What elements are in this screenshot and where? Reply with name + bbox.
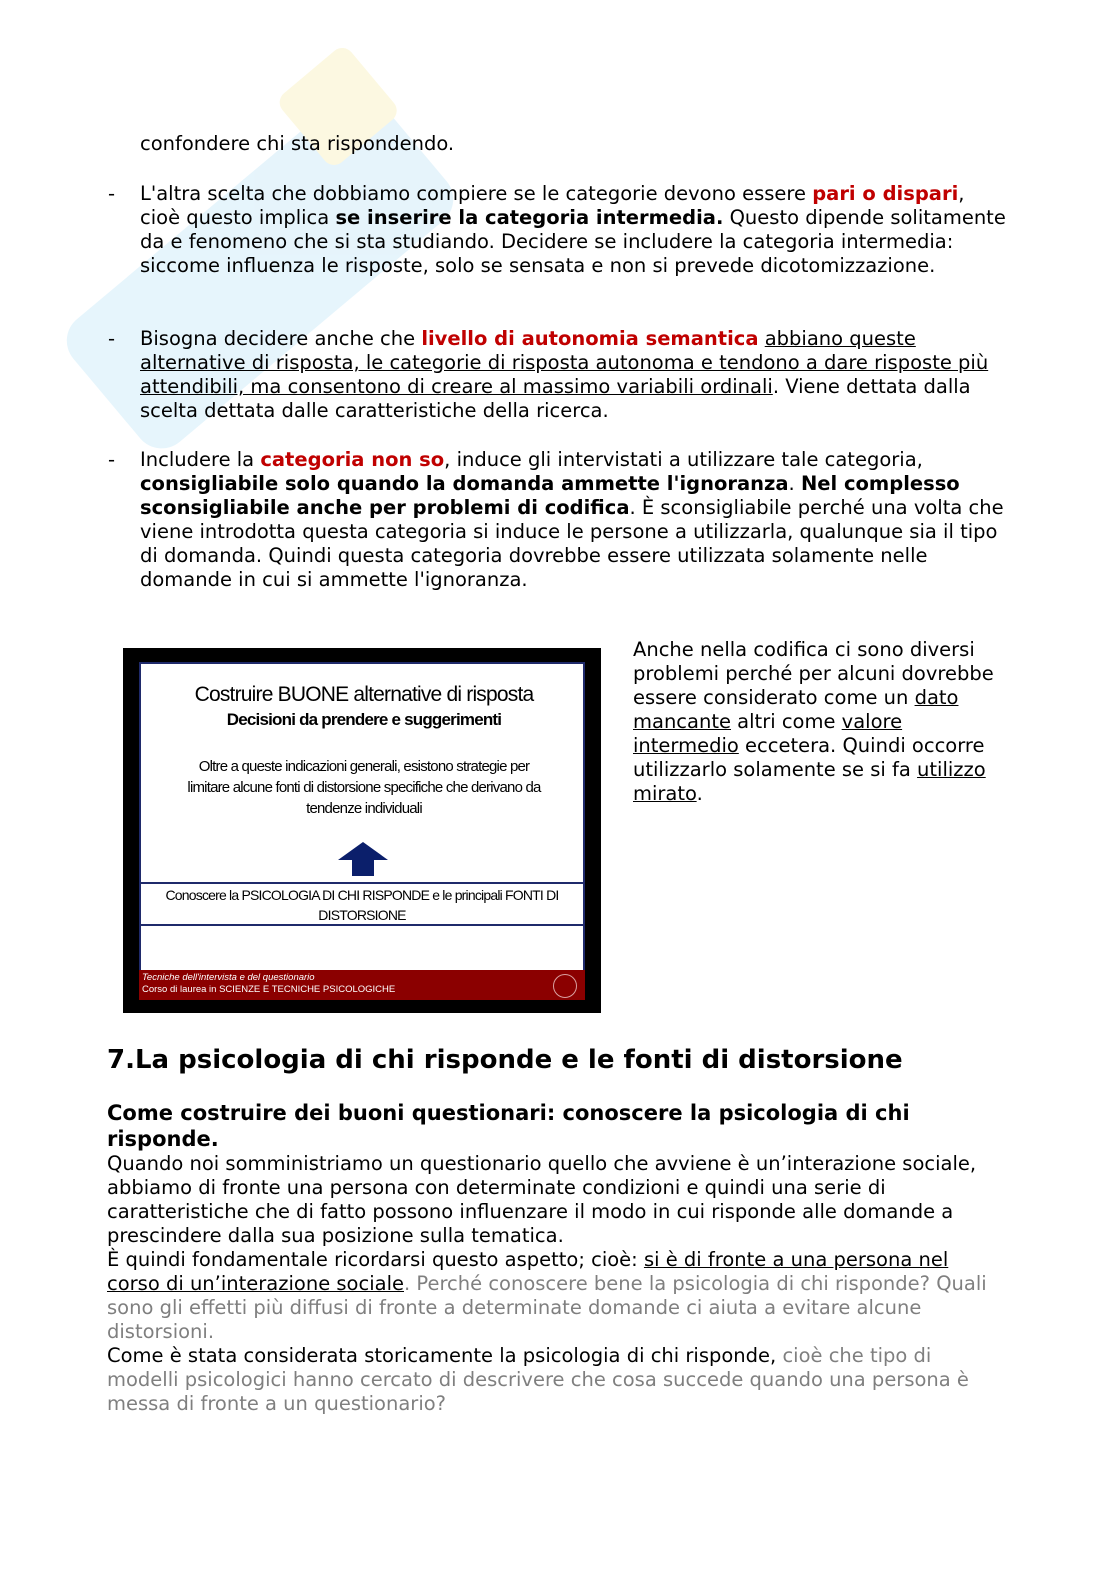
highlight-red: categoria non so xyxy=(260,448,445,471)
slide-image xyxy=(123,648,601,1013)
text-run: altri come xyxy=(730,710,842,733)
text-underline: utilizzo mirato xyxy=(633,758,986,805)
text-run: eccetera. Quindi occorre utilizzarlo solamente se si fa xyxy=(633,734,985,781)
bullet-dash: - xyxy=(108,182,116,205)
bullet-dash: - xyxy=(108,448,116,471)
university-seal-icon xyxy=(553,974,577,998)
slide-box: Conoscere la PSICOLOGIA DI CHI RISPONDE e le principali FONTI DI DISTORSIONE xyxy=(141,882,583,926)
text-run: Anche nella codifica ci sono diversi problemi perché per alcuni dovrebbe essere considerato come un xyxy=(633,638,994,709)
arrow-up-icon xyxy=(338,842,388,876)
bullet-text xyxy=(140,327,1008,423)
highlight-red: livello di autonomia semantica xyxy=(421,327,759,350)
text-run: Come è stata considerata storicamente la psicologia di chi risponde, xyxy=(107,1344,783,1367)
text-bold: Nel complesso sconsigliabile anche per problemi di codifica xyxy=(140,472,960,519)
section-heading: 7.La psicologia di chi risponde e le fonti di distorsione xyxy=(107,1045,903,1075)
text-underline: dato mancante xyxy=(633,686,959,733)
paragraph-1: Quando noi somministriamo un questionario quello che avviene è un’interazione sociale, abbiamo di fronte una persona con determinate condizioni e quindi una serie di caratteristiche che di fatto possono influenzare il modo in cui risponde alle domande a prescindere dalla sua posizione sulla tematica. xyxy=(107,1152,977,1247)
text-run: . xyxy=(696,782,703,805)
text-run: È quindi fondamentale ricordarsi questo aspetto; cioè: xyxy=(107,1248,644,1271)
text-underline: si è di fronte a una persona nel corso di un’interazione sociale xyxy=(107,1248,949,1295)
intro-line: confondere chi sta rispondendo. xyxy=(140,132,455,155)
bullet-autonomia xyxy=(108,327,1008,423)
text-bold: se inserire la categoria intermedia. xyxy=(335,206,724,229)
slide-content xyxy=(139,662,585,988)
text-run: . Viene dettata dalla scelta dettata dalle caratteristiche della ricerca. xyxy=(140,375,971,422)
sub-heading: Come costruire dei buoni questionari: conoscere la psicologia di chi risponde. xyxy=(107,1101,910,1151)
highlight-red: pari o dispari xyxy=(812,182,959,205)
slide-body: Oltre a queste indicazioni generali, esistono strategie per limitare alcune fonti di distorsione specifiche che derivano da tendenze individuali xyxy=(187,758,541,817)
paragraph-2 xyxy=(107,1248,1007,1344)
text-run: , induce gli intervistati a utilizzare tale categoria, xyxy=(444,448,923,471)
text-run: Questo dipende solitamente da e fenomeno che si sta studiando. Decidere se includere la categoria intermedia: siccome influenza le risposte, solo se sensata e non si prevede dicotomizzazione. xyxy=(140,206,1006,277)
body-paragraph xyxy=(107,1152,1007,1416)
bullet-dash: - xyxy=(108,327,116,350)
slide-footer xyxy=(139,970,585,1000)
bullet-text xyxy=(140,448,1008,592)
text-gray: . Perché conoscere bene la psicologia di chi risponde? Quali sono gli effetti più diffusi di fronte a determinate domande ci aiuta a evitare alcune distorsioni. xyxy=(107,1272,987,1343)
text-bold: consigliabile solo quando la domanda ammette l'ignoranza xyxy=(140,472,789,495)
bullet-text xyxy=(140,182,1008,278)
slide-subtitle: Decisioni da prendere e suggerimenti xyxy=(226,710,502,729)
bullet-non-so xyxy=(108,448,1008,592)
text-underline: abbiano queste alternative di risposta, le categorie di risposta autonoma e tendono a dare risposte più attendibili, ma consentono di creare al massimo variabili ordinali xyxy=(140,327,989,398)
paragraph-3 xyxy=(107,1344,1007,1416)
text-run: . xyxy=(788,472,801,495)
text-run: . È sconsigliabile perché una volta che viene introdotta questa categoria si induce le persone a utilizzarla, qualunque sia il tipo di domanda. Quindi questa categoria dovrebbe essere utilizzata solamente nelle domande in cui si ammette l'ignoranza. xyxy=(140,496,1004,591)
text-run: , cioè questo implica xyxy=(140,182,965,229)
slide-footer-line2: Corso di laurea in SCIENZE E TECNICHE PSICOLOGICHE xyxy=(142,984,396,995)
slide-footer-line1: Tecniche dell'intervista e del questionario xyxy=(142,972,315,983)
bullet-pari-dispari xyxy=(108,182,1008,278)
text-run: L'altra scelta che dobbiamo compiere se le categorie devono essere xyxy=(140,182,813,205)
text-run: Bisogna decidere anche che xyxy=(140,327,422,350)
text-underline: valore intermedio xyxy=(633,710,903,757)
text-gray: cioè che tipo di modelli psicologici hanno cercato di descrivere che cosa succede quando una persona è messa di fronte a un questionario? xyxy=(107,1344,969,1415)
slide-title: Costruire BUONE alternative di risposta xyxy=(194,683,534,706)
side-text xyxy=(633,638,1013,806)
text-run: Includere la xyxy=(140,448,261,471)
